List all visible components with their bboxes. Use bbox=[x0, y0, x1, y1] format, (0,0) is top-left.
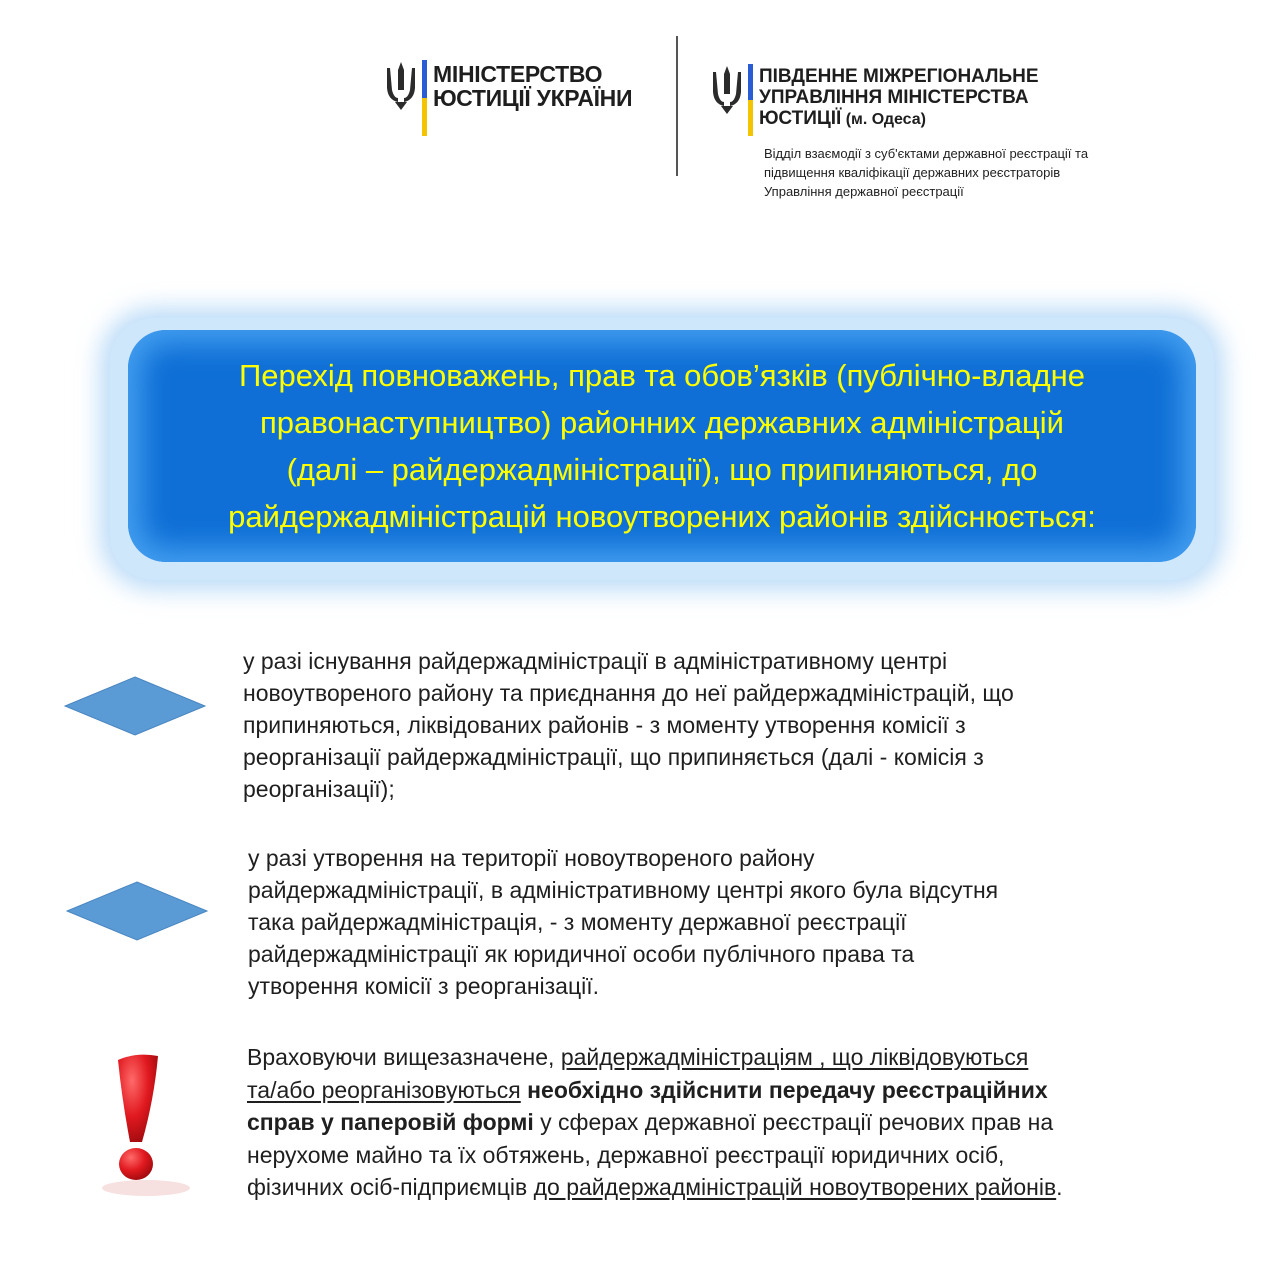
note-paragraph bbox=[247, 1041, 1237, 1204]
trident-icon bbox=[710, 64, 744, 116]
trident-icon bbox=[384, 60, 418, 112]
note-bold: необхідно здійснити передачу реєстраційних bbox=[520, 1076, 1048, 1103]
regional-office-logo bbox=[710, 64, 1039, 136]
diamond-icon bbox=[64, 676, 206, 736]
flag-bar bbox=[422, 60, 427, 136]
list-item-line: райдержадміністрації, в адміністративному центрі якого була відсутня bbox=[248, 877, 999, 903]
ministry-name-line1: МІНІСТЕРСТВО bbox=[433, 61, 603, 87]
ministry-name-line2: ЮСТИЦІЇ УКРАЇНИ bbox=[433, 85, 633, 111]
note-text: . bbox=[1056, 1174, 1063, 1200]
list-item-line: у разі утворення на території новоутвореного району bbox=[248, 845, 815, 871]
note-text: нерухоме майно та їх обтяжень, державної реєстрації юридичних осіб, bbox=[247, 1141, 1005, 1168]
list-item-line: новоутвореного району та приєднання до неї райдержадміністрацій, що bbox=[243, 680, 1014, 706]
list-item-line: утворення комісії з реорганізації. bbox=[248, 973, 600, 999]
office-name-line1: ПІВДЕННЕ МІЖРЕГІОНАЛЬНЕ bbox=[759, 66, 1039, 87]
note-bold: справ у паперовій формі bbox=[247, 1109, 534, 1135]
list-item bbox=[248, 842, 1208, 1002]
title-line: правонаступництво) районних державних адміністрацій bbox=[260, 405, 1064, 440]
office-name-line2: УПРАВЛІННЯ МІНІСТЕРСТВА bbox=[759, 87, 1029, 108]
list-item-line: припиняються, ліквідованих районів - з моменту утворення комісії з bbox=[243, 712, 966, 738]
exclamation-icon bbox=[96, 1050, 206, 1200]
note-text: фізичних осіб-підприємців bbox=[247, 1174, 534, 1200]
diamond-icon bbox=[66, 881, 208, 941]
note-underlined: до райдержадміністрацій новоутворених районів bbox=[533, 1174, 1057, 1200]
ministry-logo bbox=[384, 60, 632, 136]
list-item-line: реорганізації); bbox=[243, 776, 395, 802]
note-underlined: та/або реорганізовуються bbox=[247, 1076, 521, 1103]
office-name-line3: ЮСТИЦІЇ bbox=[759, 108, 842, 129]
header-divider bbox=[676, 36, 678, 176]
title-line: Перехід повноважень, прав та обов’язків (публічно-владне bbox=[239, 358, 1085, 393]
title-line: райдержадміністрацій новоутворених районів здійснюється: bbox=[228, 499, 1096, 534]
note-text: Враховуючи вищезазначене, bbox=[247, 1044, 561, 1070]
list-item bbox=[243, 645, 1203, 805]
list-item-line: така райдержадміністрація, - з моменту державної реєстрації bbox=[248, 909, 907, 935]
title-banner bbox=[128, 330, 1196, 562]
department-caption: Відділ взаємодії з суб'єктами державної реєстрації та підвищення кваліфікації державних реєстраторів Управління державної реєстрації bbox=[764, 146, 1089, 199]
office-city: (м. Одеса) bbox=[841, 111, 926, 128]
list-item-line: у разі існування райдержадміністрації в адміністративному центрі bbox=[243, 648, 948, 674]
note-text: у сферах державної реєстрації речових прав на bbox=[533, 1109, 1054, 1135]
flag-bar bbox=[748, 64, 753, 136]
page-title bbox=[147, 352, 1177, 540]
list-item-line: райдержадміністрації як юридичної особи публічного права та bbox=[248, 941, 915, 967]
note-underlined: райдержадміністраціям , що ліквідовуються bbox=[560, 1044, 1029, 1070]
list-item-line: реорганізації райдержадміністрації, що припиняється (далі - комісія з bbox=[243, 744, 984, 770]
title-line: (далі – райдержадміністрації), що припиняються, до bbox=[286, 452, 1038, 487]
